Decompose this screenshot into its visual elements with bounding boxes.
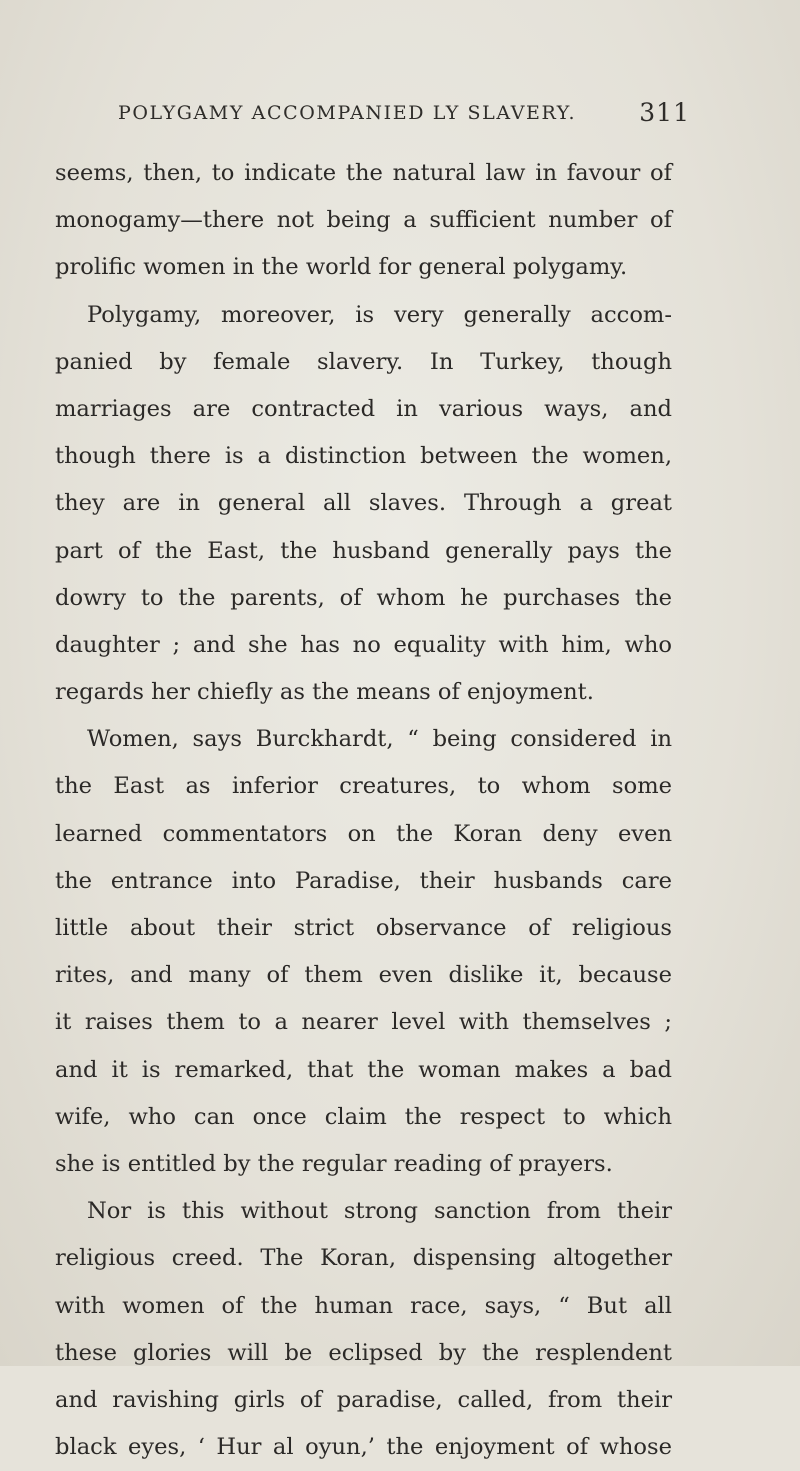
running-title: POLYGAMY ACCOMPANIED LY SLAVERY. bbox=[118, 102, 577, 124]
text-line: Nor is this without strong sanction from their bbox=[87, 1198, 672, 1225]
page-header bbox=[118, 98, 690, 134]
text-line: daughter ; and she has no equality with him, who bbox=[55, 631, 672, 658]
text-line: the East as inferior creatures, to whom some bbox=[55, 773, 672, 800]
text-line: with women of the human race, says, “ But all bbox=[55, 1292, 672, 1319]
text-line: and ravishing girls of paradise, called, from their bbox=[55, 1386, 672, 1413]
text-line: Women, says Burckhardt, “ being considered in bbox=[87, 726, 672, 753]
text-line: panied by female slavery. In Turkey, though bbox=[55, 348, 672, 375]
body-text bbox=[55, 150, 672, 1471]
text-line: dowry to the parents, of whom he purchases the bbox=[55, 584, 672, 611]
text-line: religious creed. The Koran, dispensing altogether bbox=[55, 1245, 672, 1272]
text-line: she is entitled by the regular reading of prayers. bbox=[55, 1150, 613, 1177]
text-line: it raises them to a nearer level with themselves ; bbox=[55, 1009, 672, 1036]
text-line: and it is remarked, that the woman makes a bad bbox=[55, 1056, 672, 1083]
text-line: black eyes, ‘ Hur al oyun,’ the enjoyment of whose bbox=[55, 1434, 672, 1461]
text-line: wife, who can once claim the respect to which bbox=[55, 1103, 672, 1130]
text-line: Polygamy, moreover, is very generally accom- bbox=[87, 301, 672, 328]
text-line: learned commentators on the Koran deny even bbox=[55, 820, 672, 847]
text-line: rites, and many of them even dislike it, because bbox=[55, 962, 672, 989]
text-line: little about their strict observance of religious bbox=[55, 915, 672, 941]
text-line: seems, then, to indicate the natural law in favour of bbox=[55, 160, 672, 186]
page-number: 311 bbox=[639, 98, 690, 127]
text-line: marriages are contracted in various ways, and bbox=[55, 395, 672, 422]
text-line: the entrance into Paradise, their husbands care bbox=[55, 867, 672, 894]
text-line: regards her chiefly as the means of enjoyment. bbox=[55, 679, 594, 706]
text-line: they are in general all slaves. Through a great bbox=[55, 490, 672, 517]
text-line: part of the East, the husband generally pays the bbox=[55, 537, 672, 564]
text-line: monogamy—there not being a sufficient number of bbox=[55, 207, 672, 234]
text-line: these glories will be eclipsed by the resplendent bbox=[55, 1339, 672, 1366]
text-line: though there is a distinction between the women, bbox=[55, 443, 672, 470]
text-line: prolific women in the world for general polygamy. bbox=[55, 254, 628, 281]
